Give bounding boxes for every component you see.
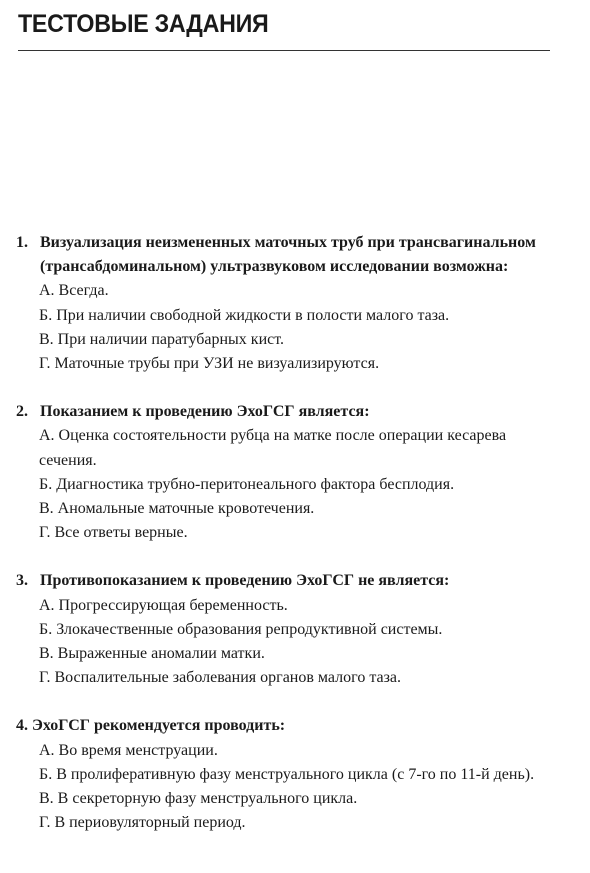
answer-option: Б. Злокачественные образования репродуктивной системы. (39, 620, 443, 638)
question-list (16, 231, 556, 835)
answer-list (16, 739, 556, 836)
answer-option: А. Оценка состоятельности рубца на матке после операции кесарева сечения. (39, 427, 507, 469)
answer-option: Г. Маточные трубы при УЗИ не визуализируются. (39, 355, 380, 373)
question-number: 2. (16, 403, 28, 421)
answer-option: Г. Все ответы верные. (39, 524, 188, 542)
question-number: 4. (16, 717, 28, 735)
page-title: ТЕСТОВЫЕ ЗАДАНИЯ (18, 10, 269, 38)
answer-option: В. Выраженные аномалии матки. (39, 645, 265, 663)
answer-option: А. Всегда. (39, 282, 109, 300)
answer-option: Б. Диагностика трубно-перитонеального фактора бесплодия. (39, 475, 455, 493)
question-2 (16, 400, 556, 545)
answer-option: Б. В пролиферативную фазу менструального цикла (с 7-го по 11-й день). (39, 765, 535, 783)
question-2-header (16, 400, 556, 424)
answer-option: Г. В периовуляторный период. (39, 814, 246, 832)
answer-list (16, 279, 556, 376)
question-1 (16, 231, 556, 376)
answer-option: В. Аномальные маточные кровотечения. (39, 500, 315, 518)
question-text: Показанием к проведению ЭхоГСГ является: (40, 403, 370, 421)
question-text: Визуализация неизмененных маточных труб при трансвагинальном (трансабдоминальном) ультразвуковом исследовании возможна: (40, 234, 536, 276)
question-number: 3. (16, 572, 28, 590)
answer-option: В. При наличии паратубарных кист. (39, 330, 285, 348)
answer-option: В. В секреторную фазу менструального цикла. (39, 790, 358, 808)
question-4 (16, 714, 556, 835)
question-text: ЭхоГСГ рекомендуется проводить: (32, 717, 286, 735)
answer-list (16, 594, 556, 691)
answer-option: Б. При наличии свободной жидкости в полости малого таза. (39, 306, 450, 324)
title-divider (18, 50, 550, 51)
question-4-header (16, 714, 556, 738)
answer-option: А. Во время менструации. (39, 741, 218, 759)
answer-option: А. Прогрессирующая беременность. (39, 596, 288, 614)
answer-list (16, 424, 556, 545)
question-3-header (16, 569, 556, 593)
question-text: Противопоказанием к проведению ЭхоГСГ не является: (40, 572, 450, 590)
question-3 (16, 569, 556, 690)
answer-option: Г. Воспалительные заболевания органов малого таза. (39, 669, 402, 687)
question-1-header (16, 231, 556, 279)
question-number: 1. (16, 234, 28, 251)
